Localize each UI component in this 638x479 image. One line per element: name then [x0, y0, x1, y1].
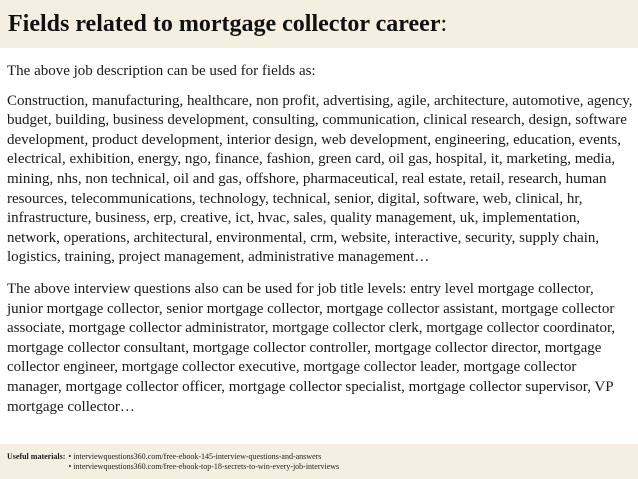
- useful-material-link-2-text: interviewquestions360.com/free-ebook-top-18-secrets-to-win-every-job-interviews: [73, 461, 340, 471]
- page-title-colon: :: [440, 11, 448, 37]
- bullet-icon: •: [68, 461, 72, 471]
- intro-text: The above job description can be used for fields as:: [7, 63, 316, 79]
- useful-materials-label: Useful materials:: [7, 452, 66, 461]
- footer-band: [0, 444, 638, 479]
- bullet-icon: •: [68, 452, 72, 461]
- job-title-levels-text: The above interview questions also can be used for job title levels: entry level mortgage collector, junior mortgage collector, senior mortgage collector, mortgage collector assistant, mortgage collector associate, mortgage collector administrator, mortgage collector clerk, mortgage collector coordinator, mortgage collector consultant, mortgage collector controller, mortgage collector director, mortgage collector engineer, mortgage collector executive, mortgage collector leader, mortgage collector manager, mortgage collector officer, mortgage collector specialist, mortgage collector supervisor, VP mortgage collector…: [7, 280, 616, 415]
- fields-list-text: Construction, manufacturing, healthcare, non profit, advertising, agile, architecture, automotive, agency, budget, building, business development, consulting, communication, clinical research, design, software development, product development, interior design, web development, engineering, education, events, electrical, exhibition, energy, ngo, finance, fashion, green card, oil gas, hospital, it, marketing, media, mining, nhs, non technical, oil and gas, offshore, pharmaceutical, real estate, retail, research, human resources, telecommunications, technology, technical, senior, digital, software, web, clinical, hr, infrastructure, business, erp, creative, ict, hvac, sales, quality management, uk, implementation, network, operations, architectural, environmental, crm, website, interactive, security, supply chain, logistics, training, project management, administrative management…: [7, 92, 633, 266]
- title-bar: [0, 0, 638, 48]
- page-title-text: Fields related to mortgage collector career: [8, 11, 441, 37]
- page-title: [8, 11, 447, 37]
- footer-inner: [7, 452, 339, 471]
- useful-materials-links: [68, 452, 339, 471]
- useful-material-link-1[interactable]: [68, 452, 339, 462]
- useful-material-link-1-text: interviewquestions360.com/free-ebook-145-interview-questions-and-answers: [73, 452, 322, 461]
- useful-material-link-2[interactable]: [68, 462, 339, 472]
- main-content: [7, 62, 633, 417]
